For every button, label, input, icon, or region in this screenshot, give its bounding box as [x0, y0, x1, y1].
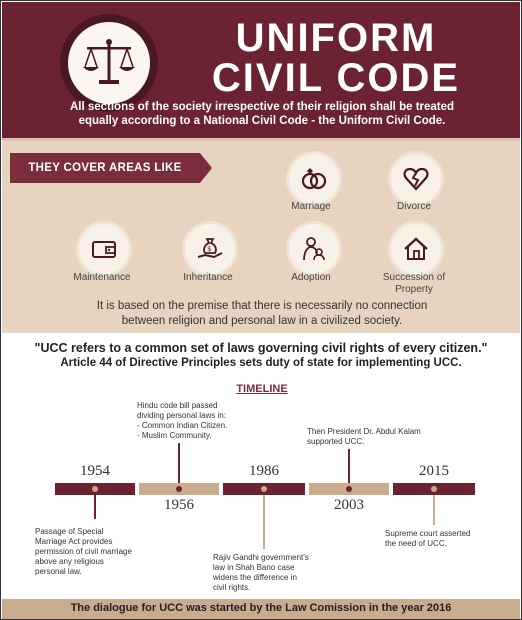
note-line: widens the difference in: [213, 573, 297, 582]
connector-2003: [348, 449, 350, 483]
timeline-note-2015: [385, 529, 505, 549]
title-line-2: CIVIL CODE: [211, 56, 461, 100]
premise-line-2: between religion and personal law in a civilized society.: [121, 315, 403, 327]
note-line: civil rights.: [213, 583, 251, 592]
logo: [60, 14, 158, 112]
area-label-succession-line-2: Property: [395, 284, 433, 295]
footer-banner: [2, 599, 520, 619]
timeline-segment-2015: [393, 483, 475, 495]
connector-1954: [94, 495, 96, 519]
area-label-divorce: Divorce: [397, 201, 431, 212]
note-line: Then President Dr. Abdul Kalam: [307, 427, 421, 436]
timeline-segment-1986: [223, 483, 305, 495]
year-1954: 1954: [80, 463, 110, 479]
timeline-marker: [346, 486, 352, 492]
note-line: - Common Indian Citizen.: [137, 421, 228, 430]
areas-section: [2, 141, 520, 333]
note-line: Marriage Act provides: [35, 537, 113, 546]
money-bag-hand-icon: [182, 221, 238, 277]
note-line: Hindu code bill passed: [137, 401, 218, 410]
svg-text:$: $: [207, 245, 212, 253]
title-line-1: UNIFORM: [235, 16, 437, 60]
article-44-text: Article 44 of Directive Principles sets duty of state for implementing UCC.: [60, 357, 462, 369]
timeline-marker: [431, 486, 437, 492]
footer-text: The dialogue for UCC was started by the Law Comission in the year 2016: [70, 602, 452, 614]
subtitle-line-2: equally according to a National Civil Code - the Uniform Civil Code.: [78, 115, 446, 127]
timeline-marker: [261, 486, 267, 492]
area-label-adoption: Adoption: [291, 272, 331, 283]
area-label-inheritance: Inheritance: [183, 272, 233, 283]
broken-heart-icon: [388, 151, 444, 207]
note-line: Passage of Special: [35, 527, 104, 536]
year-2015: 2015: [419, 463, 449, 479]
timeline-note-1986: [213, 553, 343, 593]
premise-line-1: It is based on the premise that there is necessarily no connection: [96, 300, 428, 312]
timeline-note-1956: [137, 401, 267, 441]
scales-of-justice-icon: [79, 33, 139, 93]
ucc-definition-quote: "UCC refers to a common set of laws governing civil rights of every citizen.": [34, 341, 488, 355]
logo-inner-circle: [68, 22, 150, 104]
note-line: supported UCC.: [307, 437, 365, 446]
note-line: law in Shah Bano case: [213, 563, 295, 572]
subtitle: [22, 100, 502, 128]
connector-1986: [263, 495, 265, 549]
premise-text: [42, 299, 482, 329]
connector-1956: [178, 443, 180, 483]
note-line: - Muslim Community.: [137, 431, 212, 440]
year-2003: 2003: [334, 497, 364, 513]
header-banner: [2, 2, 520, 141]
wedding-rings-icon: [286, 151, 342, 207]
note-line: Rajiv Gandhi government's: [213, 553, 309, 562]
note-line: dividing personal laws in:: [137, 411, 226, 420]
subtitle-line-1: All sections of the society irrespective of their religion shall be treated: [69, 101, 455, 113]
connector-2015: [433, 495, 435, 525]
timeline-segment-1956: [139, 483, 219, 495]
timeline-marker: [176, 486, 182, 492]
timeline-marker: [92, 486, 98, 492]
note-line: personal law.: [35, 567, 82, 576]
area-label-succession-line-1: Succession of: [382, 272, 446, 283]
timeline-title: TIMELINE: [236, 383, 288, 395]
note-line: above any religious: [35, 557, 104, 566]
timeline-note-2003: [307, 427, 457, 447]
year-1986: 1986: [249, 463, 279, 479]
wallet-icon: [76, 221, 132, 277]
timeline-segment-2003: [309, 483, 389, 495]
note-line: the need of UCC.: [385, 539, 447, 548]
areas-banner: THEY COVER AREAS LIKE: [10, 153, 200, 183]
mother-child-icon: [286, 221, 342, 277]
area-label-maintenance: Maintenance: [73, 272, 131, 283]
timeline-note-1954: [35, 527, 155, 577]
house-icon: [388, 221, 444, 277]
note-line: Supreme court asserted: [385, 529, 471, 538]
year-1956: 1956: [164, 497, 194, 513]
timeline-segment-1954: [55, 483, 135, 495]
note-line: permission of civil marriage: [35, 547, 132, 556]
area-label-succession: [359, 272, 469, 296]
area-label-marriage: Marriage: [291, 201, 331, 212]
